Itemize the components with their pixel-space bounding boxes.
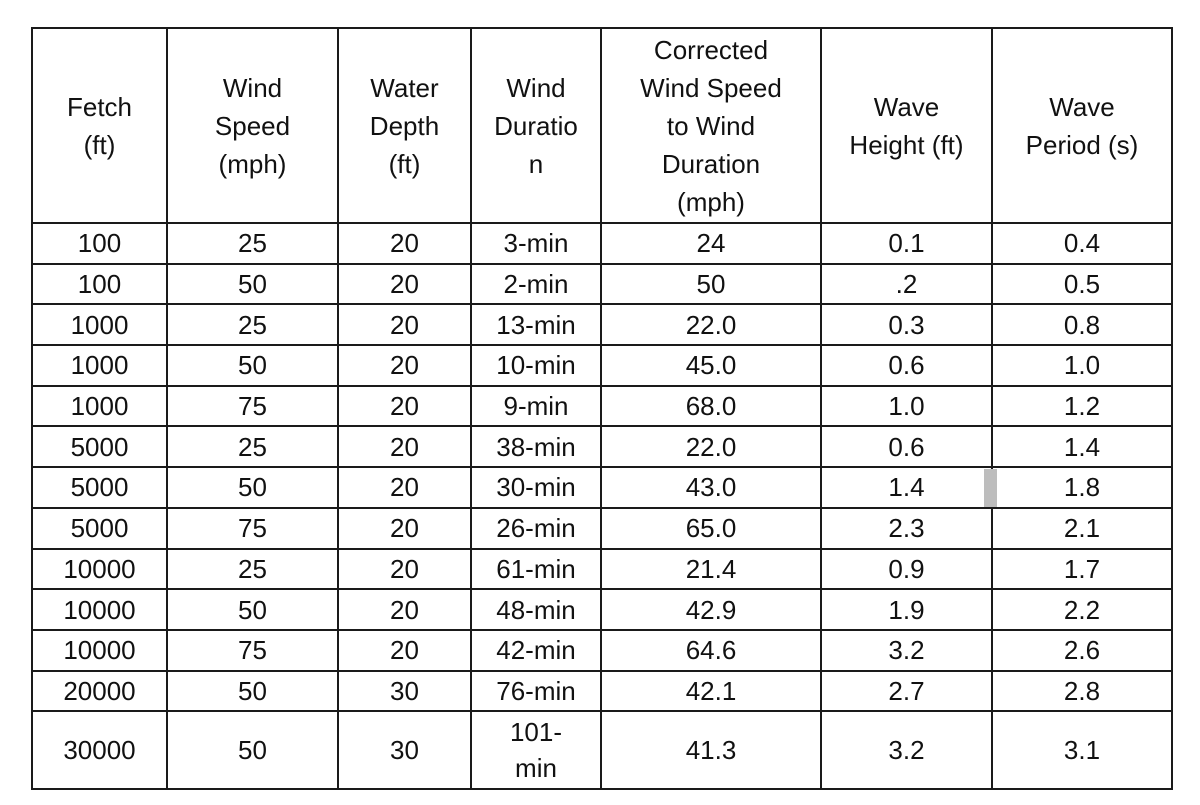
wave-period-cell: 3.1 [992,711,1172,789]
fetch-cell: 10000 [32,589,167,630]
corrected-wind-speed-cell: 43.0 [601,467,821,508]
header-text-line: Speed [214,110,291,141]
table-row [32,345,1172,386]
table-row [32,671,1172,712]
table-body [32,223,1172,789]
fetch-cell: 1000 [32,386,167,427]
corrected-wind-speed-cell: 42.9 [601,589,821,630]
header-text-line: (ft) [388,148,421,179]
corrected-wind-speed-header [601,28,821,223]
wave-period-cell: 1.7 [992,549,1172,590]
fetch-cell: 20000 [32,671,167,712]
wind-speed-cell: 50 [167,589,338,630]
wind-speed-cell: 75 [167,630,338,671]
fetch-cell: 1000 [32,304,167,345]
header-text-line: (ft) [83,129,116,160]
table-header [32,28,1172,223]
wind-duration-cell: 3-min [471,223,601,264]
wind-speed-header [167,28,338,223]
corrected-wind-speed-cell: 42.1 [601,671,821,712]
fetch-cell: 100 [32,264,167,305]
wave-height-cell: 2.7 [821,671,992,712]
water-depth-cell: 20 [338,549,471,590]
wind-speed-cell: 25 [167,426,338,467]
water-depth-cell: 20 [338,223,471,264]
fetch-header [32,28,167,223]
corrected-wind-speed-cell: 22.0 [601,304,821,345]
table-row [32,630,1172,671]
header-text-line: Fetch [66,91,133,122]
header-text-line: Wind Speed [640,72,782,103]
cell-text-line: min [515,753,557,784]
header-text-line: Corrected [653,34,769,65]
header-text-line: Height (ft) [849,129,964,160]
table-row [32,467,1172,508]
wave-height-cell: .2 [821,264,992,305]
header-row [32,28,1172,223]
water-depth-cell: 20 [338,426,471,467]
wind-duration-cell [471,711,601,789]
corrected-wind-speed-cell: 41.3 [601,711,821,789]
wind-speed-cell: 75 [167,508,338,549]
table-row [32,386,1172,427]
wave-period-cell: 1.2 [992,386,1172,427]
fetch-cell: 100 [32,223,167,264]
table-row [32,508,1172,549]
corrected-wind-speed-cell: 64.6 [601,630,821,671]
corrected-wind-speed-cell: 45.0 [601,345,821,386]
wind-duration-cell: 76-min [471,671,601,712]
water-depth-cell: 30 [338,711,471,789]
header-text-line: Wave [873,91,940,122]
table-row [32,264,1172,305]
header-text-line: Wave [1049,91,1115,122]
wind-duration-cell: 61-min [471,549,601,590]
wave-height-cell: 1.0 [821,386,992,427]
fetch-cell: 10000 [32,630,167,671]
wave-height-cell: 1.9 [821,589,992,630]
table-row [32,426,1172,467]
header-text-line: to Wind [666,110,756,141]
wave-table-container [31,27,1173,790]
table-row [32,549,1172,590]
water-depth-header [338,28,471,223]
wave-height-cell: 0.3 [821,304,992,345]
fetch-cell: 5000 [32,467,167,508]
corrected-wind-speed-cell: 22.0 [601,426,821,467]
header-text-line: Period (s) [1025,129,1139,160]
wind-speed-cell: 50 [167,345,338,386]
header-text-line: (mph) [677,186,745,217]
wave-period-cell: 0.8 [992,304,1172,345]
header-text-line: n [528,148,544,179]
wind-speed-cell: 25 [167,304,338,345]
water-depth-cell: 20 [338,589,471,630]
wave-height-cell: 0.6 [821,345,992,386]
water-depth-cell: 20 [338,386,471,427]
wave-period-cell: 1.4 [992,426,1172,467]
header-text-line: (mph) [218,148,287,179]
corrected-wind-speed-cell: 68.0 [601,386,821,427]
wind-speed-cell: 50 [167,264,338,305]
water-depth-cell: 20 [338,467,471,508]
wind-duration-cell: 48-min [471,589,601,630]
wave-height-cell: 0.6 [821,426,992,467]
wave-height-cell: 1.4 [821,467,992,508]
wave-data-table [31,27,1173,790]
wave-height-cell: 2.3 [821,508,992,549]
wave-period-cell: 0.5 [992,264,1172,305]
wave-period-cell: 1.8 [992,467,1172,508]
wind-duration-cell: 10-min [471,345,601,386]
wave-period-cell: 2.8 [992,671,1172,712]
header-text-line: Depth [369,110,440,141]
header-text-line: Duration [661,148,761,179]
header-text-line: Duratio [494,110,578,141]
header-text-line: Wind [222,72,283,103]
wave-height-cell: 3.2 [821,630,992,671]
fetch-cell: 5000 [32,426,167,467]
table-row [32,711,1172,789]
water-depth-cell: 20 [338,345,471,386]
header-text-line: Wind [506,72,566,103]
wind-duration-header [471,28,601,223]
wave-height-cell: 3.2 [821,711,992,789]
wind-duration-cell: 42-min [471,630,601,671]
wind-speed-cell: 50 [167,711,338,789]
wave-period-cell: 1.0 [992,345,1172,386]
wave-period-cell: 2.1 [992,508,1172,549]
table-row [32,223,1172,264]
wind-speed-cell: 50 [167,467,338,508]
wind-duration-cell: 13-min [471,304,601,345]
corrected-wind-speed-cell: 50 [601,264,821,305]
wind-speed-cell: 25 [167,223,338,264]
fetch-cell: 30000 [32,711,167,789]
water-depth-cell: 20 [338,304,471,345]
fetch-cell: 10000 [32,549,167,590]
wind-speed-cell: 25 [167,549,338,590]
water-depth-cell: 20 [338,630,471,671]
corrected-wind-speed-cell: 24 [601,223,821,264]
wave-period-cell: 2.6 [992,630,1172,671]
wave-period-cell: 0.4 [992,223,1172,264]
wave-period-header [992,28,1172,223]
wind-duration-cell: 38-min [471,426,601,467]
wind-speed-cell: 50 [167,671,338,712]
wind-duration-cell: 9-min [471,386,601,427]
wind-duration-cell: 2-min [471,264,601,305]
fetch-cell: 5000 [32,508,167,549]
corrected-wind-speed-cell: 21.4 [601,549,821,590]
water-depth-cell: 30 [338,671,471,712]
water-depth-cell: 20 [338,508,471,549]
water-depth-cell: 20 [338,264,471,305]
wind-speed-cell: 75 [167,386,338,427]
cell-text-line: 101- [509,717,563,748]
fetch-cell: 1000 [32,345,167,386]
header-text-line: Water [370,72,439,103]
wave-period-cell: 2.2 [992,589,1172,630]
table-row [32,304,1172,345]
wave-height-cell: 0.9 [821,549,992,590]
wind-duration-cell: 30-min [471,467,601,508]
wave-height-cell: 0.1 [821,223,992,264]
wind-duration-cell: 26-min [471,508,601,549]
cell-marker [984,469,997,507]
wave-height-header [821,28,992,223]
table-row [32,589,1172,630]
corrected-wind-speed-cell: 65.0 [601,508,821,549]
